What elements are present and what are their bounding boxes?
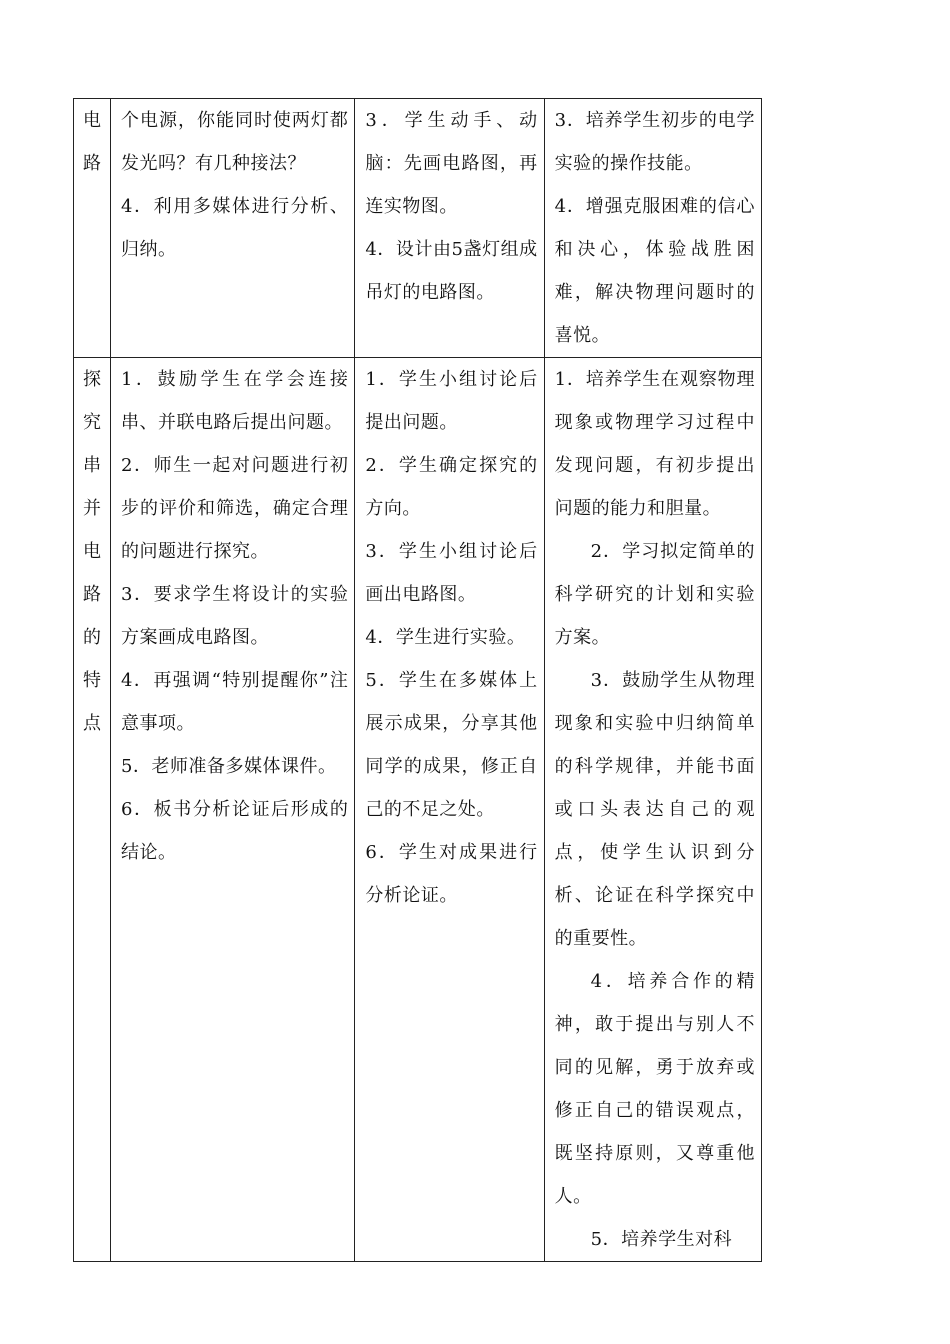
goal-item: 1．培养学生在观察物理现象或物理学习过程中发现问题，有初步提出问题的能力和胆量。 <box>554 369 755 519</box>
teacher-item: 3．要求学生将设计的实验方案画成电路图。 <box>121 584 349 648</box>
label-char: 电 <box>83 541 102 562</box>
teacher-item: 4．利用多媒体进行分析、归纳。 <box>121 196 349 260</box>
teacher-item: 4．再强调“特别提醒你”注意事项。 <box>121 670 349 734</box>
goal-item: 3．培养学生初步的电学实验的操作技能。 <box>554 110 755 174</box>
goals-cell <box>544 99 761 358</box>
label-char: 路 <box>83 153 102 174</box>
table-row <box>74 99 762 358</box>
label-char: 究 <box>83 412 102 433</box>
label-char: 的 <box>83 627 102 648</box>
label-char: 探 <box>83 369 102 390</box>
teacher-item: 5．老师准备多媒体课件。 <box>121 756 337 777</box>
lesson-plan-table <box>73 98 762 1262</box>
teacher-item: 6．板书分析论证后形成的结论。 <box>121 799 349 863</box>
label-char: 点 <box>83 713 102 734</box>
goal-item: 4．增强克服困难的信心和决心，体验战胜困难，解决物理问题时的喜悦。 <box>554 196 755 346</box>
teacher-activity-cell <box>111 99 355 358</box>
student-item: 2．学生确定探究的方向。 <box>365 455 538 519</box>
table-row <box>74 358 762 1262</box>
student-activity-cell <box>355 99 544 358</box>
student-item: 3．学生动手、动脑：先画电路图，再连实物图。 <box>365 110 538 217</box>
goal-item: 4．培养合作的精神，敢于提出与别人不同的见解，勇于放弃或修正自己的错误观点，既坚持原则，又尊重他人。 <box>554 971 755 1207</box>
teacher-item: 个电源，你能同时使两灯都发光吗？有几种接法？ <box>121 110 349 174</box>
section-label-circuit <box>74 99 111 358</box>
section-label-explore <box>74 358 111 1262</box>
teacher-item: 1．鼓励学生在学会连接串、并联电路后提出问题。 <box>121 369 349 433</box>
label-char: 电 <box>83 110 102 131</box>
teacher-activity-cell <box>111 358 355 1262</box>
student-item: 4．学生进行实验。 <box>365 627 526 648</box>
student-item: 5．学生在多媒体上展示成果，分享其他同学的成果，修正自己的不足之处。 <box>365 670 538 820</box>
student-item: 1．学生小组讨论后提出问题。 <box>365 369 538 433</box>
student-item: 4．设计由5盏灯组成吊灯的电路图。 <box>365 239 538 303</box>
label-char: 特 <box>83 670 102 691</box>
goal-item: 3．鼓励学生从物理现象和实验中归纳简单的科学规律，并能书面或口头表达自己的观点，使学生认识到分析、论证在科学探究中的重要性。 <box>554 670 755 949</box>
label-char: 并 <box>83 498 102 519</box>
student-item: 3．学生小组讨论后画出电路图。 <box>365 541 538 605</box>
student-item: 6．学生对成果进行分析论证。 <box>365 842 538 906</box>
label-char: 路 <box>83 584 102 605</box>
label-char: 串 <box>83 455 102 476</box>
teacher-item: 2．师生一起对问题进行初步的评价和筛选，确定合理的问题进行探究。 <box>121 455 349 562</box>
goal-item: 2．学习拟定简单的科学研究的计划和实验方案。 <box>554 541 755 648</box>
goal-item: 5．培养学生对科 <box>590 1229 733 1250</box>
student-activity-cell <box>355 358 544 1262</box>
goals-cell <box>544 358 761 1262</box>
